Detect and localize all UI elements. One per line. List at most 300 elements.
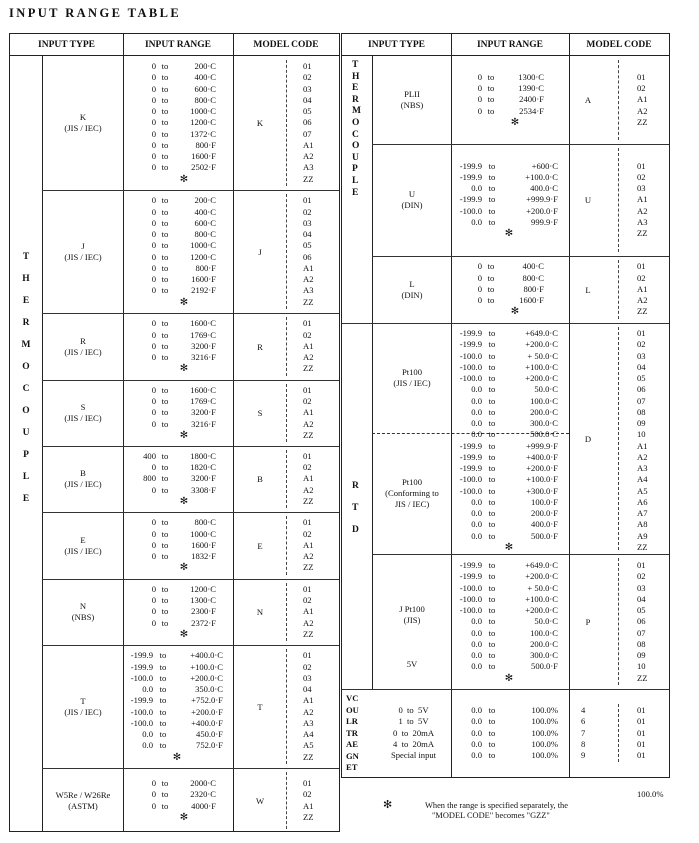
range-cell: to	[161, 617, 169, 628]
range-cell: 0.0	[471, 705, 482, 715]
code-value: 01	[637, 738, 646, 749]
code-value: 01	[303, 650, 312, 661]
range-cell: to	[488, 508, 496, 518]
model-code: J	[258, 246, 262, 257]
code-divider	[618, 148, 619, 252]
range-row	[454, 474, 564, 485]
model-code: D	[584, 433, 592, 444]
range-row	[134, 218, 234, 229]
range-cell: +400.0·C	[190, 650, 223, 661]
range-cell: to	[488, 750, 496, 760]
code-value: A1	[303, 340, 314, 351]
code-value: A2	[637, 205, 648, 216]
header-input-range: INPUT RANGE	[123, 34, 233, 56]
range-cell: 3200·F	[191, 340, 216, 351]
range-cell: -199.9	[459, 451, 482, 462]
range-cell: to	[487, 283, 495, 294]
range-cell: 200·C	[194, 195, 216, 206]
range-cell: 0	[477, 261, 482, 272]
range-cell: to	[161, 606, 169, 617]
code-value: ZZ	[637, 116, 648, 127]
range-cell: -100.0	[130, 717, 153, 728]
range-cell: 1769·C	[190, 329, 216, 340]
range-row	[454, 161, 564, 172]
asterisk-icon: ✻	[179, 811, 189, 823]
code-divider	[618, 60, 619, 140]
range-row	[127, 695, 227, 706]
code-value: 10	[637, 429, 646, 440]
range-cell: to	[487, 94, 495, 105]
range-cell: 0.0	[471, 216, 482, 227]
range-cell: to	[488, 361, 496, 372]
range-cell: 1300·C	[190, 595, 216, 606]
asterisk-mark: ✻	[383, 799, 393, 811]
range-row	[454, 384, 564, 395]
voltage-current-label	[346, 693, 359, 774]
range-cell: 400·C	[522, 261, 544, 272]
range-cell: 0.0	[471, 738, 482, 749]
range-row	[454, 583, 564, 594]
page-title: INPUT RANGE TABLE	[9, 6, 182, 20]
code-value: 01	[303, 778, 312, 788]
left-6-codes	[303, 584, 314, 640]
range-cell: 1600·F	[191, 274, 216, 284]
range-cell: 100.0%	[531, 750, 558, 760]
range-row	[134, 95, 234, 106]
range-row	[460, 295, 570, 306]
model-code: L	[585, 284, 591, 295]
code-value: 03	[637, 350, 646, 361]
code-value: 02	[637, 571, 646, 582]
range-cell: +100.0·F	[526, 474, 558, 485]
range-row	[134, 396, 234, 407]
code-value: A1	[303, 606, 314, 617]
range-cell: to	[161, 396, 169, 407]
code-value: A5	[303, 740, 314, 751]
left-7-codes	[303, 650, 314, 763]
header-model-code: MODEL CODE	[233, 34, 339, 56]
code-value: A1	[637, 194, 648, 205]
range-cell: to	[488, 705, 496, 715]
range-cell: 100.0%	[531, 738, 558, 749]
code-value: 01	[637, 705, 646, 715]
range-cell: 0.0	[471, 183, 482, 194]
range-cell: to	[159, 729, 167, 739]
code-divider	[286, 516, 287, 575]
code-value: 04	[303, 94, 312, 105]
code-value: 04	[637, 361, 646, 372]
range-cell: -199.9	[459, 571, 482, 582]
range-cell: 100.0%	[531, 727, 558, 738]
code-value: A2	[637, 451, 648, 462]
rtd-p-ranges	[454, 560, 564, 684]
voltage-divider	[342, 689, 669, 690]
range-cell: 100.0·C	[530, 395, 558, 406]
input-type-name: T (JIS / IEC)	[64, 695, 102, 717]
code-value: 01	[637, 71, 646, 82]
range-cell: +200.0·F	[191, 706, 223, 717]
code-value: 02	[637, 83, 646, 94]
range-cell: 0	[151, 800, 156, 811]
range-cell: 200.0·C	[530, 638, 558, 649]
range-cell: -100.0	[459, 373, 482, 383]
model-code: 6	[581, 716, 586, 727]
range-cell: 0.0	[471, 406, 482, 417]
range-cell: to	[161, 117, 169, 128]
range-cell: 350.0·C	[195, 684, 223, 694]
range-cell: to	[161, 418, 169, 429]
input-type-name: J (JIS / IEC)	[64, 240, 102, 262]
range-row	[134, 61, 234, 72]
code-divider	[286, 384, 287, 442]
code-value: 07	[637, 395, 646, 406]
range-row	[134, 151, 234, 162]
range-cell: 400·C	[194, 72, 216, 83]
input-type-name: K (JIS / IEC)	[64, 112, 102, 133]
header-input-range-r: INPUT RANGE	[451, 34, 569, 56]
range-row	[454, 628, 564, 639]
range-cell: 0	[151, 583, 156, 594]
left-5-ranges	[134, 517, 234, 573]
range-cell: 1600·F	[191, 539, 216, 550]
range-cell: to	[488, 350, 496, 361]
range-cell: 1200·C	[190, 117, 216, 128]
code-divider	[618, 558, 619, 685]
left-1-ranges	[134, 195, 234, 308]
code-value: A4	[637, 474, 648, 485]
code-value: A1	[303, 695, 314, 706]
range-cell: to	[488, 205, 496, 216]
range-cell: to	[159, 717, 167, 728]
asterisk-icon: ✻	[510, 306, 520, 318]
code-value: 01	[637, 727, 646, 738]
range-cell: + 50.0·C	[527, 582, 558, 593]
input-type-name: Pt100 (Conforming to JIS / IEC)	[385, 476, 439, 509]
range-row	[134, 618, 234, 629]
code-value: 02	[303, 661, 312, 672]
range-cell: to	[161, 473, 169, 484]
range-row	[127, 740, 227, 751]
range-cell: to	[161, 800, 169, 811]
left-table	[9, 33, 340, 832]
left-3-ranges	[134, 385, 234, 441]
range-row	[454, 206, 564, 217]
range-cell: 2502·F	[191, 162, 216, 173]
range-cell: to	[161, 262, 169, 273]
range-cell: 0	[151, 539, 156, 550]
range-cell: to	[161, 517, 169, 528]
range-cell: 0	[151, 117, 156, 128]
range-row	[134, 140, 234, 151]
range-cell: to	[161, 162, 169, 173]
range-cell: 0	[151, 94, 156, 105]
range-row	[134, 240, 234, 251]
range-cell: to	[161, 217, 169, 228]
voltage-codes	[637, 705, 646, 761]
range-row	[454, 486, 564, 497]
range-cell: + 50.0·C	[527, 350, 558, 361]
range-row	[454, 650, 564, 661]
range-row	[134, 106, 234, 117]
model-code: 4	[581, 705, 586, 715]
code-value: ZZ	[303, 562, 314, 573]
range-row	[134, 318, 234, 329]
range-cell: to	[488, 183, 496, 194]
code-divider	[286, 649, 287, 764]
range-cell: 0	[151, 318, 156, 329]
label-line: GN	[346, 750, 359, 761]
code-value: 02	[303, 206, 312, 217]
input-type-name: B (JIS / IEC)	[64, 468, 102, 489]
code-value: A1	[303, 473, 314, 484]
range-cell: 0	[151, 162, 156, 173]
range-row	[454, 531, 564, 542]
code-value: A1	[637, 94, 648, 105]
asterisk-icon: ✻	[510, 116, 520, 128]
range-cell: to	[161, 151, 169, 162]
range-row	[454, 661, 564, 672]
range-row	[454, 194, 564, 205]
left-4-codes	[303, 451, 314, 507]
range-cell: to	[161, 240, 169, 251]
range-cell: 1600·C	[190, 318, 216, 329]
range-cell: 50.0·C	[534, 384, 558, 395]
range-cell: 2400·F	[519, 94, 544, 105]
range-cell: -199.9	[459, 328, 482, 338]
range-cell: +100.0·C	[525, 171, 558, 182]
range-row	[454, 463, 564, 474]
range-cell: to	[161, 789, 169, 800]
range-row	[134, 385, 234, 396]
code-value: A1	[303, 539, 314, 550]
range-row	[454, 172, 564, 183]
range-cell: to	[488, 650, 496, 660]
range-cell: to	[161, 318, 169, 329]
header-input-type-r: INPUT TYPE	[342, 34, 451, 56]
range-cell: 0	[151, 72, 156, 83]
range-cell: 0	[151, 551, 156, 562]
range-row	[134, 517, 234, 528]
range-cell: +100.0·C	[525, 361, 558, 372]
range-cell: to	[161, 206, 169, 217]
range-cell: 2534·F	[519, 105, 544, 116]
range-cell: 50.0·C	[534, 616, 558, 627]
code-value: 01	[637, 160, 646, 171]
left-5-codes	[303, 517, 314, 573]
range-cell: 2000·C	[190, 778, 216, 788]
code-value: A2	[303, 352, 314, 363]
range-cell: 0	[151, 617, 156, 628]
code-value: ZZ	[303, 296, 314, 307]
code-value: 04	[303, 684, 312, 694]
code-value: 05	[303, 240, 312, 251]
range-row	[134, 451, 234, 462]
code-value: ZZ	[637, 672, 648, 683]
range-cell: 1820·C	[190, 462, 216, 473]
range-cell: 0	[151, 528, 156, 539]
code-value: A1	[303, 139, 314, 150]
range-cell: to	[161, 352, 169, 363]
range-cell: -100.0	[130, 706, 153, 717]
thermocouple-label: T H E R M O C O U P L E	[21, 252, 31, 504]
range-cell: to	[161, 195, 169, 206]
range-cell: to	[159, 650, 167, 661]
range-cell: 0	[151, 240, 156, 251]
asterisk-icon: ✻	[179, 173, 189, 185]
code-value: 02	[637, 339, 646, 350]
range-cell: 0.0	[471, 508, 482, 518]
range-cell: 0	[151, 778, 156, 788]
code-value: A2	[303, 706, 314, 717]
code-value: ZZ	[637, 541, 648, 552]
range-cell: to	[159, 661, 167, 672]
range-cell: to	[161, 462, 169, 473]
asterisk-icon: ✻	[504, 541, 514, 553]
range-cell: to	[488, 216, 496, 227]
range-cell: to	[161, 778, 169, 788]
left-2-codes	[303, 318, 314, 374]
range-cell: to	[488, 496, 496, 507]
range-row	[454, 519, 564, 530]
header-input-type: INPUT TYPE	[10, 34, 123, 56]
range-row	[454, 739, 564, 750]
range-cell: to	[488, 451, 496, 462]
range-cell: 400	[143, 450, 156, 461]
right-0-ranges	[460, 72, 570, 128]
code-value: ZZ	[303, 751, 314, 762]
left-4-ranges	[134, 451, 234, 507]
rtd-d-codes	[637, 328, 648, 553]
code-value: 02	[303, 329, 312, 340]
asterisk-icon: ✻	[179, 562, 189, 574]
range-cell: to	[487, 83, 495, 94]
model-code: 9	[581, 750, 586, 760]
range-cell: 0	[151, 206, 156, 217]
range-cell: 0.0	[471, 429, 482, 440]
range-row	[454, 373, 564, 384]
range-cell: 1200·C	[190, 583, 216, 594]
range-cell: +200.0·C	[190, 672, 223, 683]
range-cell: +300.0·F	[526, 485, 558, 496]
asterisk-icon: ✻	[179, 495, 189, 507]
range-cell: 1000·C	[190, 528, 216, 539]
range-cell: to	[488, 194, 496, 205]
code-value: 09	[637, 418, 646, 428]
range-row	[454, 351, 564, 362]
range-cell: to	[161, 407, 169, 418]
range-cell: 0.0	[471, 750, 482, 760]
range-row	[127, 707, 227, 718]
range-cell: 3200·F	[191, 473, 216, 484]
code-value: ZZ	[303, 363, 314, 374]
range-cell: 100.0·F	[531, 496, 558, 507]
model-code: E	[257, 540, 263, 551]
input-type-name: Pt100 (JIS / IEC)	[393, 367, 431, 388]
range-cell: to	[488, 627, 496, 638]
range-cell: 100.0·C	[530, 627, 558, 638]
voltage-input: Special input	[390, 750, 437, 760]
note-line-2: "MODEL CODE" becomes "GZZ"	[432, 811, 550, 820]
range-row	[134, 540, 234, 551]
code-value: A2	[303, 484, 314, 495]
input-type-name: 5V	[406, 658, 418, 669]
range-cell: to	[161, 128, 169, 139]
code-value: 02	[637, 171, 646, 182]
range-row	[134, 606, 234, 617]
range-cell: to	[488, 429, 496, 440]
range-cell: 0	[151, 418, 156, 429]
range-cell: 0.0	[471, 519, 482, 530]
range-cell: to	[487, 272, 495, 283]
code-value: A8	[637, 519, 648, 530]
range-cell: 3200·F	[191, 407, 216, 418]
code-value: 09	[637, 650, 646, 660]
range-cell: 0	[477, 71, 482, 82]
range-cell: 2192·F	[191, 285, 216, 296]
range-cell: 0	[151, 517, 156, 528]
range-cell: -199.9	[130, 695, 153, 706]
range-row	[134, 341, 234, 352]
range-cell: +200.0·C	[525, 605, 558, 615]
label-line: TR	[346, 727, 358, 738]
voltage-inputs	[376, 705, 451, 761]
range-cell: to	[488, 519, 496, 530]
code-value: 06	[637, 616, 646, 627]
code-value: A5	[637, 485, 648, 496]
input-type-name: W5Re / W26Re (ASTM)	[55, 789, 111, 811]
range-cell: to	[488, 463, 496, 473]
range-cell: to	[159, 740, 167, 751]
model-code: S	[257, 408, 263, 418]
range-row	[454, 441, 564, 452]
code-value: A1	[303, 262, 314, 273]
range-cell: 0	[151, 128, 156, 139]
model-code: 7	[581, 727, 586, 738]
range-cell: 0	[151, 396, 156, 407]
range-cell: 0.0	[471, 716, 482, 727]
range-cell: 800·C	[194, 94, 216, 105]
model-code: P	[585, 616, 591, 627]
code-value: 01	[303, 583, 312, 594]
range-cell: -199.9	[459, 339, 482, 350]
range-cell: to	[488, 373, 496, 383]
code-value: ZZ	[303, 173, 314, 184]
model-code: K	[256, 118, 264, 128]
right-1-codes	[637, 161, 648, 240]
range-cell: to	[161, 139, 169, 150]
range-cell: to	[488, 638, 496, 649]
range-cell: to	[488, 485, 496, 496]
model-code: R	[257, 341, 263, 352]
range-row	[460, 273, 570, 284]
range-cell: 400·C	[194, 206, 216, 217]
input-type-name: N (NBS)	[71, 601, 95, 622]
range-cell: +400.0·F	[526, 451, 558, 462]
label-line: OU	[346, 704, 359, 715]
range-cell: 0	[151, 274, 156, 284]
range-cell: -199.9	[459, 560, 482, 570]
code-value: A3	[303, 162, 314, 173]
range-cell: +649.0·C	[525, 560, 558, 570]
range-row	[134, 84, 234, 95]
range-row	[134, 274, 234, 285]
range-cell: to	[161, 551, 169, 562]
range-row	[134, 551, 234, 562]
input-type-name: U (DIN)	[401, 189, 423, 210]
range-row	[454, 616, 564, 627]
range-cell: 800·F	[195, 262, 216, 273]
range-cell: 1600·F	[191, 151, 216, 162]
